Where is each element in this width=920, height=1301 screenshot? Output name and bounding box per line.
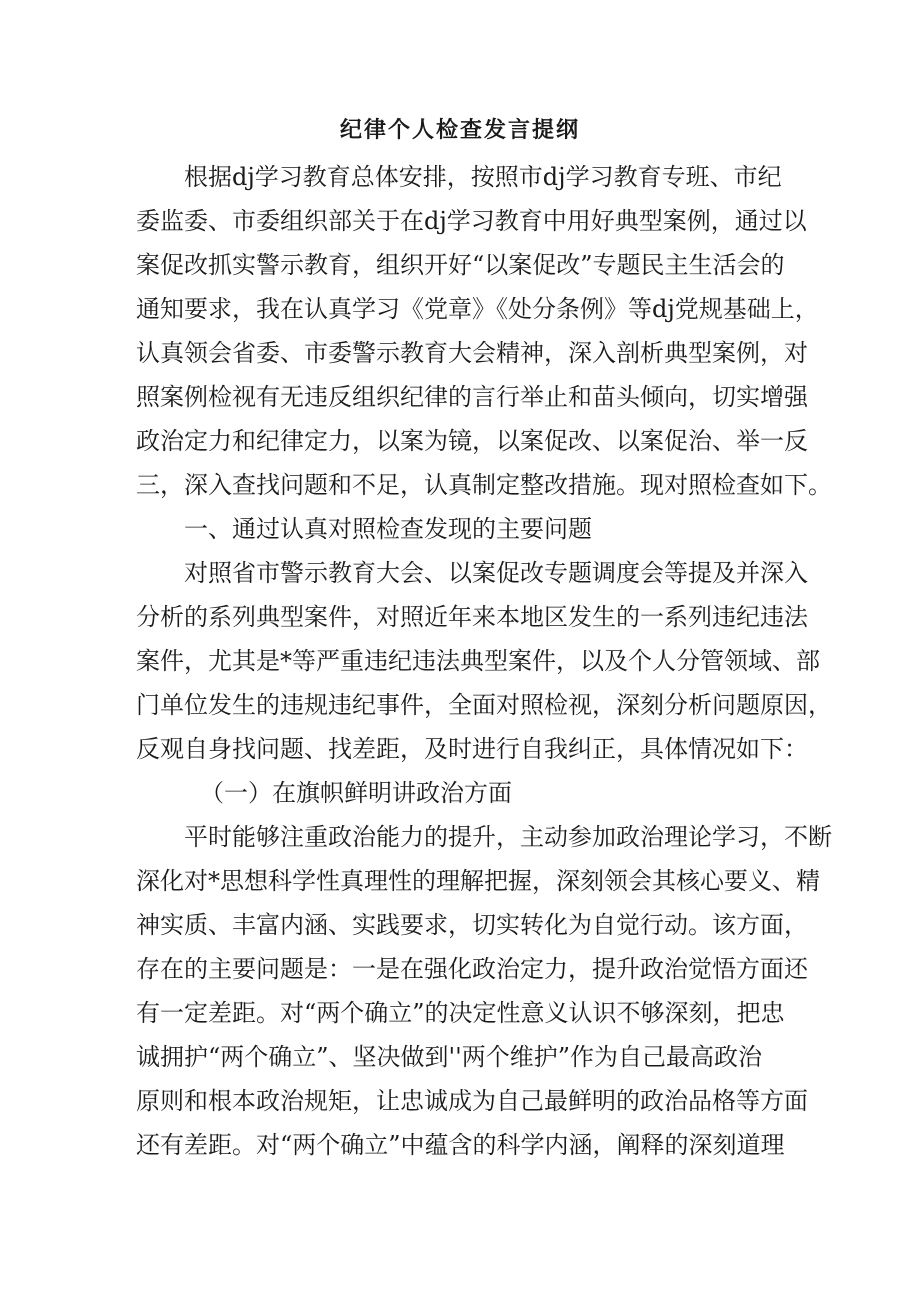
paragraph-line: 认真领会省委、市委警示教育大会精神，深入剖析典型案例，对 <box>136 339 808 367</box>
paragraph-line: 有一定差距。对“两个确立”的决定性意义认识不够深刻，把忠 <box>136 999 785 1027</box>
paragraph-line: 深化对*思想科学性真理性的理解把握，深刻领会其核心要义、精 <box>136 867 820 895</box>
section-heading: 一、通过认真对照检查发现的主要问题 <box>184 515 592 543</box>
paragraph-line: 神实质、丰富内涵、实践要求，切实转化为自觉行动。该方面， <box>136 911 808 939</box>
paragraph-line: 存在的主要问题是：一是在强化政治定力，提升政治觉悟方面还 <box>136 955 808 983</box>
paragraph-line: 通知要求，我在认真学习《党章》《处分条例》等dj党规基础上， <box>136 295 819 323</box>
subsection-heading: （一）在旗帜鲜明讲政治方面 <box>200 779 512 807</box>
paragraph-line: 分析的系列典型案件，对照近年来本地区发生的一系列违纪违法 <box>136 603 808 631</box>
paragraph-line: 门单位发生的违规违纪事件，全面对照检视，深刻分析问题原因， <box>136 691 832 719</box>
paragraph-line: 诚拥护“两个确立”、坚决做到''两个维护”作为自己最高政治 <box>136 1043 763 1071</box>
paragraph-line: 案件，尤其是*等严重违纪违法典型案件，以及个人分管领域、部 <box>136 647 820 675</box>
paragraph-line: 还有差距。对“两个确立”中蕴含的科学内涵，阐释的深刻道理 <box>136 1131 785 1159</box>
paragraph-line: 平时能够注重政治能力的提升，主动参加政治理论学习，不断 <box>184 823 832 851</box>
paragraph-line: 案促改抓实警示教育，组织开好“以案促改”专题民主生活会的 <box>136 251 785 279</box>
paragraph-line: 照案例检视有无违反组织纪律的言行举止和苗头倾向，切实增强 <box>136 383 808 411</box>
paragraph-line: 对照省市警示教育大会、以案促改专题调度会等提及并深入 <box>184 559 808 587</box>
paragraph-line: 委监委、市委组织部关于在dj学习教育中用好典型案例，通过以 <box>136 207 807 235</box>
paragraph-line: 原则和根本政治规矩，让忠诚成为自己最鲜明的政治品格等方面 <box>136 1087 808 1115</box>
paragraph-line: 政治定力和纪律定力，以案为镜，以案促改、以案促治、举一反 <box>136 427 808 455</box>
paragraph-line: 根据dj学习教育总体安排，按照市dj学习教育专班、市纪 <box>184 163 782 191</box>
document-title: 纪律个人检查发言提纲 <box>339 117 580 143</box>
paragraph-line: 反观自身找问题、找差距，及时进行自我纠正，具体情况如下： <box>136 735 808 763</box>
paragraph-line: 三，深入查找问题和不足，认真制定整改措施。现对照检查如下。 <box>136 471 832 499</box>
